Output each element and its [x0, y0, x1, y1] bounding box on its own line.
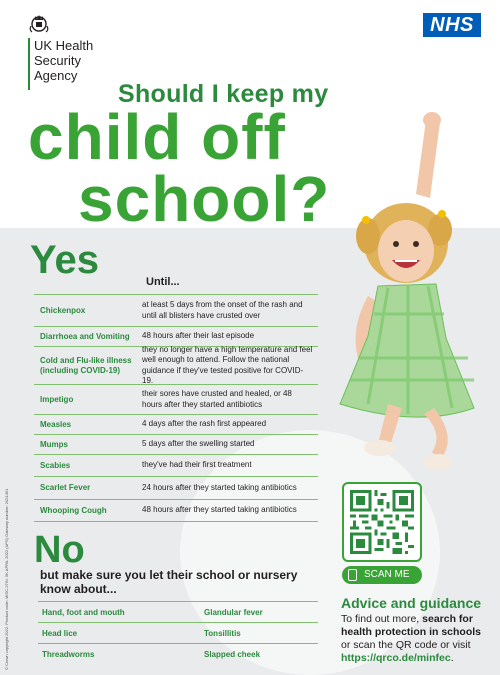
- yes-heading: Yes: [30, 238, 99, 282]
- advice-text-bold: search for health protection in schools: [341, 613, 482, 638]
- condition-name: Mumps: [40, 439, 68, 449]
- condition-name: Impetigo: [40, 394, 74, 404]
- yes-conditions-table: [34, 294, 318, 522]
- list-item: Threadworms: [42, 649, 95, 659]
- condition-name: Scarlet Fever: [40, 483, 91, 492]
- scan-me-label: SCAN ME: [364, 569, 410, 580]
- exclusion-period: 48 hours after their last episode: [142, 331, 255, 341]
- list-item: Slapped cheek: [204, 649, 261, 659]
- no-heading: No: [34, 529, 85, 571]
- exclusion-period: 5 days after the swelling started: [142, 439, 255, 449]
- table-row: [34, 477, 318, 500]
- table-row: [34, 415, 318, 435]
- table-row: [34, 500, 318, 522]
- phone-icon: [348, 569, 357, 581]
- table-row: [34, 295, 318, 327]
- list-item: Tonsillitis: [204, 628, 241, 638]
- advice-link[interactable]: https://qrco.de/minfec: [341, 652, 451, 664]
- headline-school: school?: [78, 163, 331, 235]
- condition-name: Scabies: [40, 460, 71, 470]
- exclusion-period: they've had their first treatment: [142, 460, 252, 470]
- qr-code-icon: [350, 490, 414, 554]
- exclusion-period: their sores have crusted and healed, or 48 hours after they started antibiotics: [142, 389, 292, 409]
- ukhsa-rule: [28, 38, 30, 90]
- advice-text-start: To find out more,: [341, 613, 420, 625]
- royal-crest-icon: [28, 12, 50, 34]
- table-row: [34, 435, 318, 455]
- condition-name: Measles: [40, 419, 72, 429]
- qr-code[interactable]: [342, 482, 422, 562]
- scan-me-button[interactable]: [342, 566, 422, 584]
- advice-text: [341, 613, 493, 665]
- until-label: Until...: [146, 276, 180, 288]
- exclusion-period: 4 days after the rash first appeared: [142, 419, 267, 429]
- agency-name: UK Health Security Agency: [34, 38, 94, 83]
- exclusion-period: they no longer have a high temperature and feel well enough to attend. Follow the national guidance if they've tested positive for COVID-19.: [142, 344, 313, 385]
- copyright-notice: © Crown copyright 2022. Product code: MISC-27IN. 5K APRIL 2022 (APS) Gateway number: 2021451: [4, 488, 9, 670]
- no-subtitle: but make sure you let their school or nursery know about...: [40, 568, 298, 596]
- list-item: Glandular fever: [204, 607, 263, 617]
- exclusion-period: 48 hours after they started taking antibiotics: [142, 505, 297, 515]
- list-row: [38, 643, 318, 664]
- advice-text-mid: or scan the QR code or visit: [341, 639, 471, 651]
- list-item: Hand, foot and mouth: [42, 607, 125, 617]
- headline-question-top: Should I keep my: [118, 80, 329, 108]
- exclusion-period: 24 hours after they started taking antibiotics: [142, 482, 297, 492]
- advice-text-end: .: [450, 652, 454, 664]
- headline-child-off: child off: [28, 101, 286, 173]
- condition-name: Diarrhoea and Vomiting: [40, 331, 130, 341]
- condition-name: Whooping Cough: [40, 505, 107, 515]
- list-row: [38, 622, 318, 643]
- list-row: [38, 601, 318, 622]
- condition-name: Chickenpox: [40, 305, 86, 315]
- table-row: [34, 344, 318, 385]
- advice-heading: Advice and guidance: [341, 595, 482, 611]
- no-conditions-list: [38, 601, 318, 664]
- jumping-girl-illustration: [328, 108, 500, 488]
- list-item: Head lice: [42, 628, 78, 638]
- condition-name: Cold and Flu-like illness (including COVID-19): [40, 355, 132, 375]
- exclusion-period: at least 5 days from the onset of the rash and until all blisters have crusted over: [142, 300, 303, 320]
- table-row: [34, 455, 318, 477]
- table-row: [34, 385, 318, 415]
- nhs-logo: NHS: [423, 13, 481, 37]
